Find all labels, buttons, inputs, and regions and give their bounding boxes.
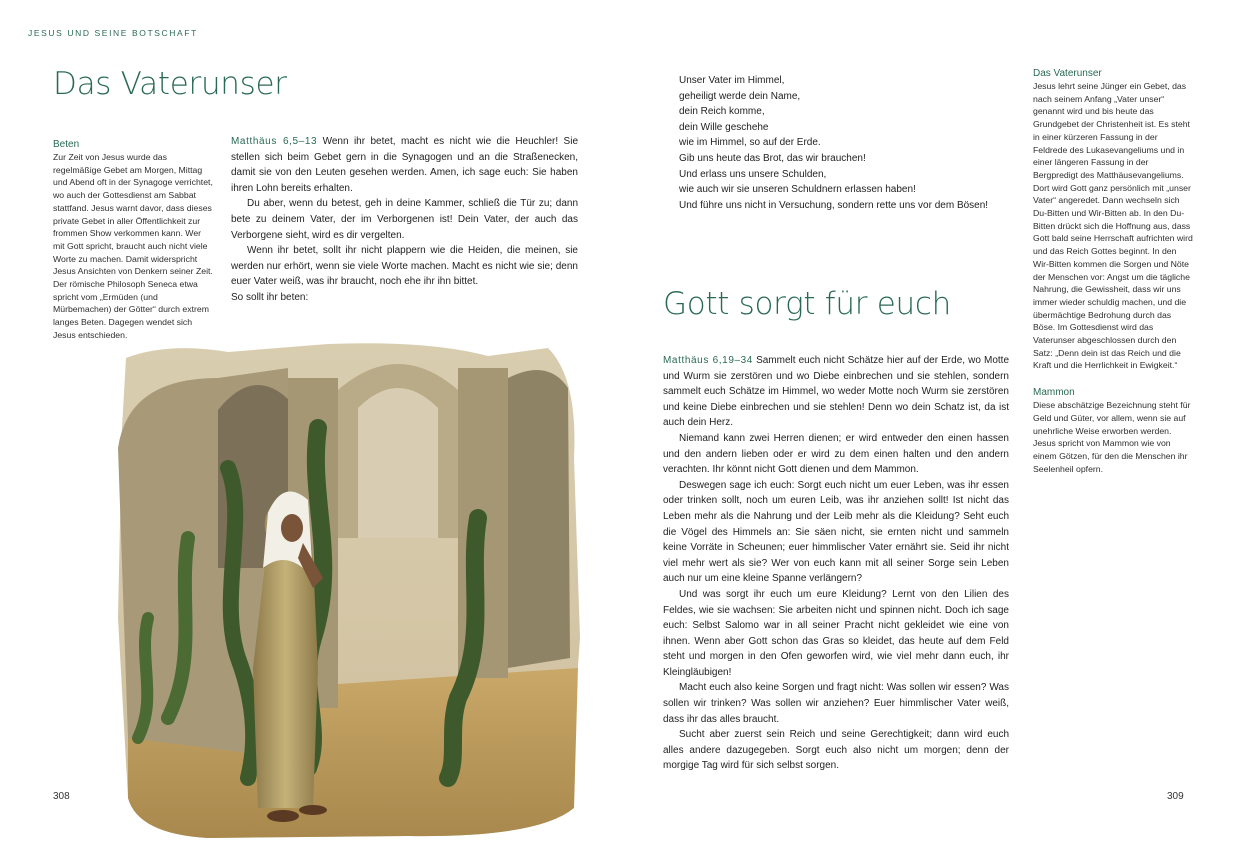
- page-title-das-vaterunser: Das Vaterunser: [53, 66, 287, 102]
- paragraph: Du aber, wenn du betest, geh in deine Kammer, schließ die Tür zu; dann bete zu deinem Vater, der im Verborgenen ist! Dein Vater, der auch das Verborgene sieht, wird es dir vergelten.: [231, 198, 578, 241]
- prayer-line: Gib uns heute das Brot, das wir brauchen!: [679, 152, 866, 164]
- paragraph: Wenn ihr betet, sollt ihr nicht plappern wie die Heiden, die meinen, sie werden nur erhört, wenn sie viele Worte machen. Macht es nicht wie sie; denn euer Vater weiß, was ihr braucht, noch ehe ihr ihn bittet.: [231, 245, 578, 288]
- paragraph: Niemand kann zwei Herren dienen; er wird entweder den einen hassen und den andern lieben oder er wird zu dem einen halten und den andern verachten. Ihr könnt nicht Gott dienen und dem Mammon.: [663, 432, 1009, 476]
- prayer-text: [679, 73, 1009, 213]
- prayer-line: Und erlass uns unsere Schulden,: [679, 168, 827, 180]
- prayer-line: Und führe uns nicht in Versuchung, sondern rette uns vor dem Bösen!: [679, 199, 989, 211]
- page-title-gott-sorgt: Gott sorgt für euch: [663, 286, 951, 322]
- paragraph: Deswegen sage ich euch: Sorgt euch nicht um euer Leben, was ihr essen oder trinken sollt, noch um euren Leib, was ihr anziehen sollt! Ist nicht das Leben mehr als die Nahrung und der Leib mehr als die Kleidung? Seht euch die Vögel des Himmels an: Sie säen nicht, sie ernten nicht und sammeln keine Vorräte in Scheunen; euer himmlischer Vater ernährt sie. Seid ihr nicht viel mehr wert als sie? Wer von euch kann mit all seiner Sorge sein Leben auch nur um eine kleine Spanne verlängern?: [663, 479, 1009, 585]
- paragraph: So sollt ihr beten:: [231, 291, 309, 303]
- body-text-right: [663, 353, 1009, 774]
- sidebar-heading-vaterunser: Das Vaterunser: [1033, 68, 1102, 79]
- sidebar-heading-beten: Beten: [53, 139, 80, 150]
- page-number-right: 309: [1167, 791, 1184, 802]
- scripture-reference: Matthäus 6,5–13: [231, 136, 318, 147]
- prayer-line: wie auch wir sie unseren Schuldnern erlassen haben!: [679, 184, 916, 196]
- paragraph: Und was sorgt ihr euch um eure Kleidung? Lernt von den Lilien des Feldes, wie sie wachsen: Sie arbeiten nicht und spinnen nicht. Doch ich sage euch: Selbst Salomo war in all seiner Pracht nicht gekleidet wie eine von ihnen. Wenn aber Gott schon das Gras so kleidet, das heute auf dem Feld steht und morgen in den Ofen geworfen wird, wie viel mehr dann euch, ihr Kleingläubigen!: [663, 588, 1009, 678]
- paragraph: Macht euch also keine Sorgen und fragt nicht: Was sollen wir essen? Was sollen wir trinken? Was sollen wir anziehen? Euer himmlischer Vater weiß, dass ihr das alles braucht.: [663, 682, 1009, 725]
- scripture-reference: Matthäus 6,19–34: [663, 355, 753, 366]
- paragraph: Wenn ihr betet, macht es nicht wie die Heuchler! Sie stellen sich beim Gebet gern in die Synagogen und an die Straßenecken, damit sie von den Leuten gesehen werden. Amen, ich sage euch: Sie haben ihren Lohn bereits erhalten.: [231, 136, 579, 194]
- sidebar-beten: [53, 138, 213, 342]
- sidebar-text-vaterunser: Jesus lehrt seine Jünger ein Gebet, das nach seinem Anfang „Vater unser“ genannt wird und bis heute das Grundgebet der Christenheit ist. Es steht in einer kürzeren Fassung in der Feldrede des Lukasevangeliums und in einer längeren Fassung in der Bergpredigt des Matthäusevangeliums. Dort wird Gott ganz persönlich mit „unser Vater“ angeredet. Dann wechseln sich Du-Bitten und Wir-Bitten ab. In den Du-Bitten drückt sich die Hoffnung aus, dass Gott bald seine Herrschaft aufrichten wird und das Reich Gottes beginnt. In den Wir-Bitten kommen die Sorgen und Nöte der Menschen vor: Angst um die tägliche Nahrung, die Gewissheit, dass wir uns immer wieder schuldig machen, und die übermächtige Bedrohung durch das Böse. Im Gottesdienst wird das Vaterunser abgeschlossen durch den Satz: „Denn dein ist das Reich und die Kraft und die Herrlichkeit in Ewigkeit.“: [1033, 81, 1193, 371]
- paragraph: Sammelt euch nicht Schätze hier auf der Erde, wo Motte und Wurm sie zerstören und wo Diebe einbrechen und sie stehlen, sondern sammelt euch Schätze im Himmel, wo weder Motte noch Wurm sie zerstören und keine Diebe einbrechen und sie stehlen! Denn wo dein Schatz ist, da ist auch dein Herz.: [663, 355, 1009, 429]
- prayer-line: Unser Vater im Himmel,: [679, 75, 785, 86]
- sidebar-heading-mammon: Mammon: [1033, 387, 1075, 399]
- sidebar-text-mammon: Diese abschätzige Bezeichnung steht für Geld und Güter, vor allem, wenn sie auf unehrliche Weise erworben werden. Jesus spricht von Mammon wie von einem Götzen, für den die Menschen ihr Seelenheil opfern.: [1033, 400, 1191, 474]
- running-head: JESUS UND SEINE BOTSCHAFT: [28, 28, 198, 38]
- paragraph: Sucht aber zuerst sein Reich und seine Gerechtigkeit; dann wird euch alles andere dazugegeben. Sorgt euch also nicht um morgen; denn der morgige Tag wird für sich selbst sorgen.: [663, 729, 1009, 772]
- illustration-praying-figure: [108, 338, 586, 842]
- prayer-line: geheiligt werde dein Name,: [679, 90, 801, 102]
- prayer-line: wie im Himmel, so auf der Erde.: [679, 137, 821, 149]
- prayer-line: dein Reich komme,: [679, 106, 765, 118]
- prayer-line: dein Wille geschehe: [679, 121, 769, 133]
- sidebar-text-beten: Zur Zeit von Jesus wurde das regelmäßige Gebet am Morgen, Mittag und Abend oft in der Synagoge verrichtet, wo auch der Gottesdienst am Sabbat stattfand. Jesus warnt davor, dass dieses private Gebet in aller Öffentlichkeit zur frommen Show verkommen kann. Wer mit Gott spricht, braucht auch nicht viele Worte zu machen. Damit widerspricht Jesus Ansichten von Denkern seiner Zeit. Der römische Philosoph Seneca etwa spricht vom „Ermüden (und Mürbemachen) der Götter“ durch extrem langes Beten. Dagegen wendet sich Jesus entschieden.: [53, 152, 213, 340]
- sidebar-right: [1033, 67, 1193, 475]
- page-number-left: 308: [53, 791, 70, 802]
- body-text-left: [231, 134, 578, 306]
